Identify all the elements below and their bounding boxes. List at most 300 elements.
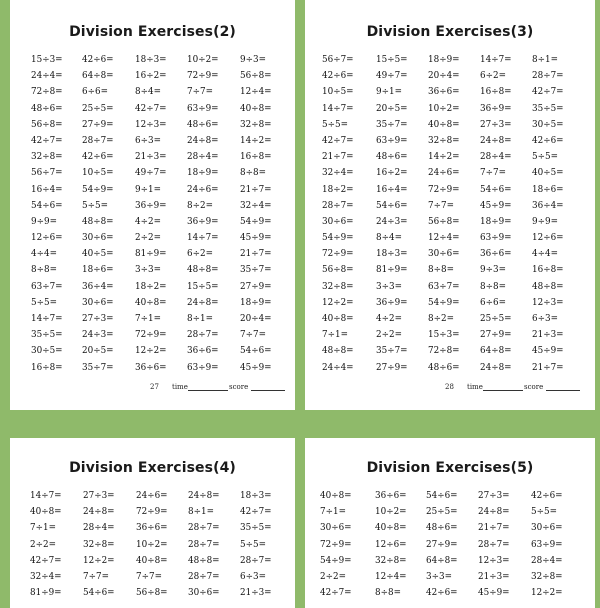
time-blank[interactable] [188, 383, 228, 391]
division-problem: 12÷6= [532, 233, 564, 244]
division-problem: 21÷3= [135, 152, 167, 163]
division-problem: 32÷8= [31, 152, 63, 163]
division-problem: 21÷7= [478, 523, 510, 534]
division-problem: 56÷8= [322, 265, 354, 276]
division-problem: 28÷7= [322, 200, 354, 211]
exercise-row [305, 165, 595, 181]
score-blank[interactable] [546, 383, 580, 391]
division-problem: 10÷2= [375, 507, 407, 518]
division-problem: 30÷6= [320, 523, 352, 534]
division-problem: 20÷4= [428, 71, 460, 82]
division-problem: 40÷8= [30, 507, 62, 518]
division-problem: 72÷8= [31, 87, 63, 98]
division-problem: 12÷2= [83, 555, 115, 566]
division-problem: 14÷7= [31, 314, 63, 324]
division-problem: 48÷6= [31, 103, 63, 114]
division-problem: 14÷7= [322, 103, 354, 114]
page-title: Division Exercises(4) [69, 460, 236, 476]
division-problem: 63÷7= [31, 281, 63, 292]
division-problem: 6÷3= [532, 314, 558, 324]
division-problem: 28÷7= [240, 555, 272, 566]
time-blank[interactable] [483, 383, 523, 391]
division-problem: 24÷6= [187, 184, 219, 195]
division-problem: 16÷8= [480, 87, 512, 98]
score-label: score [524, 383, 544, 391]
division-problem: 24÷8= [188, 491, 220, 501]
exercise-row [305, 504, 595, 520]
division-problem: 14÷2= [428, 152, 460, 163]
division-problem: 28÷7= [478, 539, 510, 550]
division-problem: 35÷5= [532, 103, 564, 114]
division-problem: 25÷5= [82, 103, 114, 114]
division-problem: 12÷4= [428, 233, 460, 244]
division-problem: 9÷1= [135, 184, 161, 195]
exercise-row [10, 262, 295, 278]
division-problem: 24÷6= [136, 491, 168, 501]
division-problem: 8÷8= [480, 281, 506, 292]
worksheet-page [10, 0, 295, 410]
exercise-row [305, 198, 595, 214]
division-problem: 32÷8= [83, 539, 115, 550]
division-problem: 49÷7= [135, 168, 167, 179]
division-problem: 24÷8= [187, 135, 219, 146]
exercise-row [10, 101, 295, 117]
division-problem: 28÷4= [480, 152, 512, 163]
division-problem: 42÷7= [31, 135, 63, 146]
division-problem: 49÷7= [376, 71, 408, 82]
division-problem: 16÷4= [376, 184, 408, 195]
exercise-row [10, 68, 295, 84]
exercise-row [10, 133, 295, 149]
division-problem: 24÷8= [478, 507, 510, 518]
worksheet-page [305, 0, 595, 410]
division-problem: 54÷6= [480, 184, 512, 195]
division-problem: 42÷6= [532, 135, 564, 146]
division-problem: 30÷6= [531, 523, 563, 534]
division-problem: 48÷8= [322, 346, 354, 357]
division-problem: 14÷7= [480, 55, 512, 65]
exercise-row [10, 230, 295, 246]
division-problem: 48÷8= [188, 555, 220, 566]
exercise-row [305, 182, 595, 198]
division-problem: 15÷3= [428, 330, 460, 341]
exercise-row [10, 117, 295, 133]
division-problem: 6÷6= [82, 87, 108, 98]
division-problem: 36÷6= [135, 362, 167, 373]
division-problem: 45÷9= [240, 362, 272, 373]
division-problem: 8÷8= [428, 265, 454, 276]
division-problem: 8÷1= [532, 55, 558, 65]
division-problem: 40÷5= [532, 168, 564, 179]
division-problem: 63÷9= [531, 539, 563, 550]
division-problem: 81÷9= [376, 265, 408, 276]
division-problem: 27÷3= [83, 491, 115, 501]
division-problem: 42÷7= [322, 135, 354, 146]
division-problem: 21÷7= [322, 152, 354, 163]
division-problem: 7÷1= [30, 523, 56, 534]
division-problem: 5÷5= [82, 200, 108, 211]
division-problem: 6÷2= [480, 71, 506, 82]
division-problem: 5÷5= [31, 297, 57, 308]
division-problem: 4÷2= [135, 216, 161, 227]
division-problem: 6÷6= [480, 297, 506, 308]
division-problem: 24÷8= [83, 507, 115, 518]
division-problem: 12÷4= [240, 87, 272, 98]
division-problem: 12÷3= [478, 555, 510, 566]
division-problem: 54÷6= [31, 200, 63, 211]
division-problem: 63÷7= [428, 281, 460, 292]
division-problem: 3÷3= [426, 571, 452, 582]
division-problem: 45÷9= [480, 200, 512, 211]
division-problem: 72÷9= [187, 71, 219, 82]
division-problem: 30÷6= [428, 249, 460, 260]
division-problem: 27÷9= [426, 539, 458, 550]
division-problem: 36÷9= [480, 103, 512, 114]
division-problem: 42÷6= [82, 55, 114, 65]
division-problem: 54÷9= [322, 233, 354, 244]
exercise-row [305, 52, 595, 68]
division-problem: 7÷1= [135, 314, 161, 324]
exercise-row [305, 68, 595, 84]
division-problem: 35÷7= [376, 119, 408, 130]
exercise-row [10, 52, 295, 68]
division-problem: 54÷6= [240, 346, 272, 357]
division-problem: 21÷7= [240, 249, 272, 260]
division-problem: 25÷5= [426, 507, 458, 518]
exercise-row [10, 504, 295, 520]
exercise-row [10, 198, 295, 214]
exercise-row [10, 585, 295, 601]
worksheet-page [305, 438, 595, 608]
division-problem: 42÷6= [426, 588, 458, 599]
division-problem: 21÷7= [240, 184, 272, 195]
exercise-row [305, 279, 595, 295]
division-problem: 54÷9= [82, 184, 114, 195]
division-problem: 30÷6= [322, 216, 354, 227]
exercise-grid [305, 488, 595, 601]
division-problem: 28÷4= [531, 555, 563, 566]
division-problem: 24÷6= [428, 168, 460, 179]
division-problem: 28÷7= [188, 539, 220, 550]
exercise-row [10, 553, 295, 569]
division-problem: 8÷2= [187, 200, 213, 211]
division-problem: 36÷6= [136, 523, 168, 534]
division-problem: 18÷9= [240, 297, 272, 308]
division-problem: 42÷7= [532, 87, 564, 98]
division-problem: 56÷8= [428, 216, 460, 227]
exercise-row [10, 360, 295, 376]
exercise-row [305, 343, 595, 359]
division-problem: 5÷5= [531, 507, 557, 518]
division-problem: 32÷8= [375, 555, 407, 566]
exercise-row [10, 149, 295, 165]
division-problem: 28÷7= [188, 523, 220, 534]
exercise-row [305, 295, 595, 311]
division-problem: 16÷2= [135, 71, 167, 82]
division-problem: 27÷9= [480, 330, 512, 341]
exercise-row [10, 182, 295, 198]
exercise-row [305, 520, 595, 536]
division-problem: 15÷5= [376, 55, 408, 65]
division-problem: 18÷2= [322, 184, 354, 195]
division-problem: 81÷9= [30, 588, 62, 599]
division-problem: 12÷6= [31, 233, 63, 244]
division-problem: 18÷9= [480, 216, 512, 227]
division-problem: 36÷9= [135, 200, 167, 211]
exercise-row [10, 488, 295, 504]
division-problem: 40÷5= [82, 249, 114, 260]
division-problem: 2÷2= [135, 233, 161, 244]
time-label: time [467, 383, 483, 391]
division-problem: 48÷8= [82, 216, 114, 227]
division-problem: 28÷7= [188, 571, 220, 582]
division-problem: 56÷8= [240, 71, 272, 82]
division-problem: 40÷8= [428, 119, 460, 130]
division-problem: 25÷5= [480, 314, 512, 324]
division-problem: 5÷5= [240, 539, 266, 550]
division-problem: 9÷9= [532, 216, 558, 227]
division-problem: 27÷9= [376, 362, 408, 373]
division-problem: 40÷8= [240, 103, 272, 114]
division-problem: 32÷8= [531, 571, 563, 582]
division-problem: 6÷3= [240, 571, 266, 582]
division-problem: 7÷1= [320, 507, 346, 518]
division-problem: 18÷9= [428, 55, 460, 65]
exercise-row [305, 360, 595, 376]
exercise-row [305, 262, 595, 278]
division-problem: 12÷3= [532, 297, 564, 308]
division-problem: 10÷5= [82, 168, 114, 179]
division-problem: 21÷3= [532, 330, 564, 341]
exercise-row [10, 327, 295, 343]
exercise-grid [305, 52, 595, 376]
exercise-row [10, 343, 295, 359]
division-problem: 8÷2= [428, 314, 454, 324]
division-problem: 20÷5= [82, 346, 114, 357]
division-problem: 32÷4= [240, 200, 272, 211]
exercise-row [305, 230, 595, 246]
division-problem: 6÷2= [187, 249, 213, 260]
division-problem: 27÷3= [82, 314, 114, 324]
exercise-grid [10, 52, 295, 376]
division-problem: 2÷2= [30, 539, 56, 550]
division-problem: 40÷8= [136, 555, 168, 566]
division-problem: 40÷8= [322, 314, 354, 324]
division-problem: 63÷9= [187, 103, 219, 114]
division-problem: 48÷6= [428, 362, 460, 373]
division-problem: 9÷9= [31, 216, 57, 227]
division-problem: 30÷5= [532, 119, 564, 130]
division-problem: 48÷6= [426, 523, 458, 534]
division-problem: 28÷7= [82, 135, 114, 146]
division-problem: 12÷2= [135, 346, 167, 357]
division-problem: 56÷7= [322, 55, 354, 65]
exercise-row [10, 537, 295, 553]
division-problem: 56÷8= [136, 588, 168, 599]
division-problem: 9÷3= [240, 55, 266, 65]
exercise-grid [10, 488, 295, 601]
division-problem: 15÷5= [187, 281, 219, 292]
division-problem: 63÷9= [376, 135, 408, 146]
division-problem: 32÷4= [322, 168, 354, 179]
division-problem: 81÷9= [135, 249, 167, 260]
division-problem: 72÷9= [428, 184, 460, 195]
score-label: score [229, 383, 249, 391]
exercise-row [305, 246, 595, 262]
division-problem: 72÷9= [322, 249, 354, 260]
division-problem: 27÷9= [82, 119, 114, 130]
division-problem: 27÷3= [478, 491, 510, 501]
division-problem: 56÷7= [31, 168, 63, 179]
exercise-row [305, 117, 595, 133]
division-problem: 14÷7= [30, 491, 62, 501]
exercise-row [305, 585, 595, 601]
division-problem: 2÷2= [376, 330, 402, 341]
division-problem: 21÷7= [532, 362, 564, 373]
division-problem: 27÷9= [240, 281, 272, 292]
exercise-row [10, 311, 295, 327]
page-number: 28 [445, 383, 454, 391]
division-problem: 8÷8= [240, 168, 266, 179]
page-title: Division Exercises(5) [366, 460, 534, 476]
division-problem: 14÷7= [187, 233, 219, 244]
page-title: Division Exercises(3) [366, 24, 534, 40]
division-problem: 18÷6= [82, 265, 114, 276]
division-problem: 18÷3= [135, 55, 167, 65]
division-problem: 42÷7= [320, 588, 352, 599]
division-problem: 72÷9= [135, 330, 167, 341]
worksheet-page [10, 438, 295, 608]
division-problem: 24÷4= [322, 362, 354, 373]
division-problem: 3÷3= [376, 281, 402, 292]
division-problem: 30÷6= [82, 233, 114, 244]
division-problem: 35÷7= [376, 346, 408, 357]
division-problem: 3÷3= [135, 265, 161, 276]
division-problem: 8÷4= [376, 233, 402, 244]
division-problem: 48÷8= [187, 265, 219, 276]
division-problem: 32÷8= [322, 281, 354, 292]
division-problem: 28÷4= [187, 152, 219, 163]
division-problem: 24÷3= [376, 216, 408, 227]
division-problem: 7÷7= [240, 330, 266, 341]
division-problem: 64÷8= [426, 555, 458, 566]
division-problem: 12÷3= [135, 119, 167, 130]
division-problem: 45÷9= [478, 588, 510, 599]
division-problem: 12÷2= [322, 297, 354, 308]
exercise-row [305, 569, 595, 585]
division-problem: 18÷3= [240, 491, 272, 501]
exercise-row [305, 537, 595, 553]
division-problem: 35÷7= [240, 265, 272, 276]
division-problem: 8÷1= [188, 507, 214, 518]
division-problem: 54÷6= [83, 588, 115, 599]
division-problem: 36÷9= [376, 297, 408, 308]
division-problem: 20÷5= [376, 103, 408, 114]
time-label: time [172, 383, 188, 391]
division-problem: 30÷6= [188, 588, 220, 599]
division-problem: 7÷7= [83, 571, 109, 582]
division-problem: 10÷2= [136, 539, 168, 550]
division-problem: 28÷4= [83, 523, 115, 534]
division-problem: 72÷9= [320, 539, 352, 550]
division-problem: 54÷6= [426, 491, 458, 501]
division-problem: 10÷2= [428, 103, 460, 114]
division-problem: 48÷8= [532, 281, 564, 292]
exercise-row [305, 84, 595, 100]
page-title: Division Exercises(2) [69, 24, 236, 40]
score-blank[interactable] [251, 383, 285, 391]
exercise-row [305, 133, 595, 149]
division-problem: 40÷8= [320, 491, 352, 501]
division-problem: 42÷6= [531, 491, 563, 501]
division-problem: 24÷8= [480, 135, 512, 146]
exercise-row [10, 520, 295, 536]
division-problem: 4÷4= [532, 249, 558, 260]
division-problem: 12÷4= [375, 571, 407, 582]
division-problem: 36÷6= [375, 491, 407, 501]
exercise-row [10, 279, 295, 295]
division-problem: 18÷6= [532, 184, 564, 195]
division-problem: 10÷2= [187, 55, 219, 65]
exercise-row [10, 165, 295, 181]
division-problem: 16÷8= [240, 152, 272, 163]
division-problem: 12÷2= [531, 588, 563, 599]
division-problem: 8÷8= [375, 588, 401, 599]
division-problem: 36÷4= [82, 281, 114, 292]
division-problem: 27÷3= [480, 119, 512, 130]
division-problem: 42÷7= [30, 555, 62, 566]
exercise-row [10, 295, 295, 311]
division-problem: 63÷9= [480, 233, 512, 244]
division-problem: 40÷8= [375, 523, 407, 534]
division-problem: 36÷9= [187, 216, 219, 227]
division-problem: 72÷8= [428, 346, 460, 357]
division-problem: 45÷9= [532, 346, 564, 357]
division-problem: 4÷4= [31, 249, 57, 260]
division-problem: 32÷8= [428, 135, 460, 146]
division-problem: 24÷4= [31, 71, 63, 82]
division-problem: 35÷7= [82, 362, 114, 373]
division-problem: 48÷6= [187, 119, 219, 130]
exercise-row [305, 553, 595, 569]
division-problem: 36÷6= [428, 87, 460, 98]
division-problem: 42÷6= [82, 152, 114, 163]
division-problem: 36÷6= [480, 249, 512, 260]
division-problem: 10÷5= [322, 87, 354, 98]
division-problem: 8÷4= [135, 87, 161, 98]
exercise-row [305, 488, 595, 504]
division-problem: 54÷9= [240, 216, 272, 227]
division-problem: 32÷8= [240, 119, 272, 130]
division-problem: 24÷8= [480, 362, 512, 373]
exercise-row [10, 84, 295, 100]
division-problem: 54÷9= [428, 297, 460, 308]
exercise-row [305, 327, 595, 343]
division-problem: 7÷7= [136, 571, 162, 582]
division-problem: 9÷3= [480, 265, 506, 276]
division-problem: 21÷3= [478, 571, 510, 582]
division-problem: 24÷8= [187, 297, 219, 308]
exercise-row [305, 149, 595, 165]
page-number: 27 [150, 383, 159, 391]
exercise-row [305, 214, 595, 230]
exercise-row [305, 101, 595, 117]
division-problem: 64÷8= [480, 346, 512, 357]
exercise-row [10, 214, 295, 230]
division-problem: 5÷5= [322, 119, 348, 130]
division-problem: 42÷6= [322, 71, 354, 82]
division-problem: 63÷9= [187, 362, 219, 373]
